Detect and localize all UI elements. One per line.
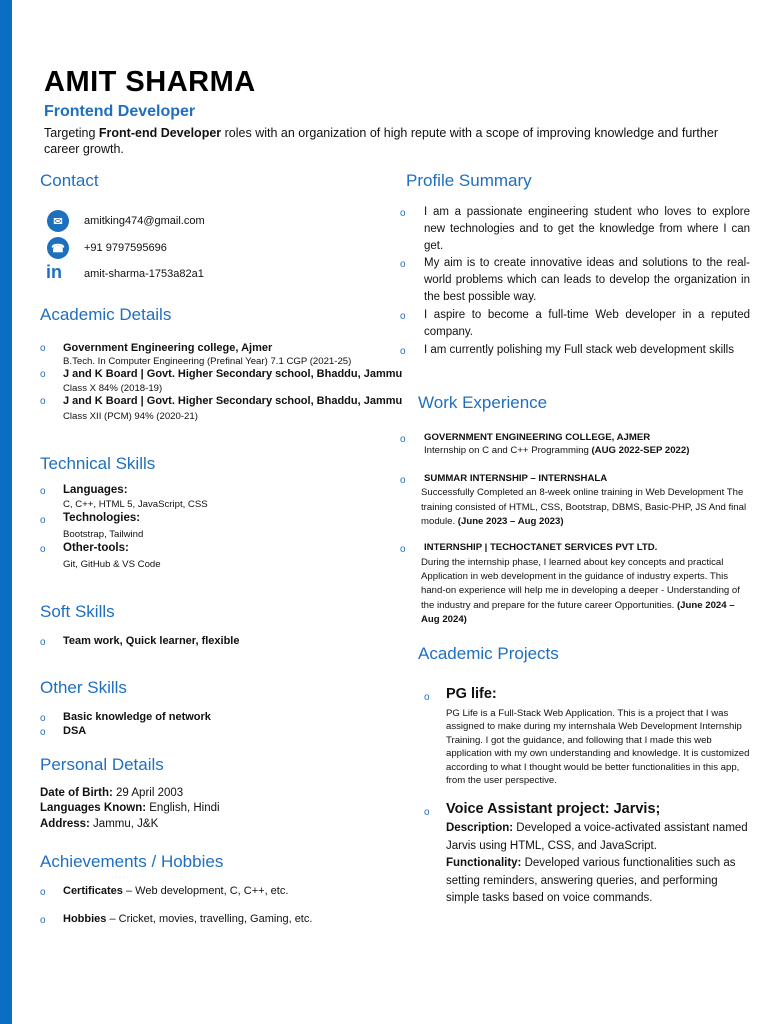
project-title: Voice Assistant project: Jarvis; (446, 801, 661, 817)
skill-list: Git, GitHub & VS Code (63, 559, 161, 570)
bullet-icon: o (400, 346, 406, 357)
objective-target-role: Front-end Developer (98, 126, 222, 140)
other-skill-item: DSA (63, 725, 87, 737)
academic-heading: Academic Details (40, 305, 172, 324)
skill-category: Other-tools: (63, 542, 129, 554)
bullet-icon: o (40, 486, 46, 497)
bullet-icon: o (40, 887, 46, 898)
dob-value: 29 April 2003 (112, 787, 184, 799)
achievement-title: Certificates (63, 885, 123, 897)
bullet-icon: o (40, 369, 46, 380)
bullet-icon: o (400, 208, 406, 219)
left-accent-stripe (0, 0, 12, 1024)
personal-details-heading: Personal Details (40, 755, 164, 774)
project-title: PG life: (446, 686, 497, 702)
achievement-detail: – Web development, C, C++, etc. (122, 885, 289, 897)
bullet-icon: o (40, 727, 46, 738)
bullet-icon: o (400, 311, 406, 322)
soft-skills-heading: Soft Skills (40, 602, 115, 621)
phone-icon: ☎ (47, 237, 69, 259)
bullet-icon: o (40, 915, 46, 926)
contact-phone[interactable]: +91 9797595696 (84, 242, 167, 254)
academic-projects-heading: Academic Projects (418, 644, 559, 663)
achievement-detail: – Cricket, movies, travelling, Gaming, etc. (106, 913, 313, 925)
languages-value: English, Hindi (146, 802, 220, 814)
project-functionality-label: Functionality: (446, 857, 522, 869)
soft-skill-item: Team work, Quick learner, flexible (63, 635, 240, 647)
objective-text: Targeting (44, 126, 99, 140)
achievements-heading: Achievements / Hobbies (40, 852, 224, 871)
languages-label: Languages Known: (40, 802, 147, 814)
achievement-item (63, 912, 312, 926)
academic-item-title: J and K Board | Govt. Higher Secondary school, Bhaddu, Jammu (63, 395, 403, 407)
work-experience-heading: Work Experience (418, 393, 548, 412)
summary-item: I aspire to become a full-time Web developer in a reputed company. (424, 309, 750, 338)
work-description: Successfully Completed an 8-week online training in Web Development The training consisted of HTML, CSS, Bootstrap, DBMS, Basic-PHP, JS And final module. (421, 487, 747, 527)
candidate-name: AMIT SHARMA (44, 66, 256, 98)
work-dates: (June 2023 – Aug 2023) (457, 516, 564, 527)
project-functionality-text: Developed various functionalities such as setting reminders, answering queries, and performing simple tasks based on voice commands. (446, 857, 736, 904)
work-item-title: INTERNSHIP | TECHOCTANET SERVICES PVT LTD. (424, 542, 658, 553)
skill-category: Technologies: (63, 512, 141, 524)
bullet-icon: o (400, 544, 406, 555)
project-description-text: Developed a voice-activated assistant named Jarvis using HTML, CSS, and JavaScript. (446, 822, 748, 852)
dob-label: Date of Birth: (40, 787, 113, 799)
work-item-title: GOVERNMENT ENGINEERING COLLEGE, AJMER (424, 432, 651, 443)
contact-email[interactable]: amitking474@gmail.com (84, 215, 205, 227)
summary-item: I am currently polishing my Full stack web development skills (424, 344, 734, 356)
technical-skills-heading: Technical Skills (40, 454, 156, 473)
project-description-label: Description: (446, 822, 514, 834)
work-item-detail (421, 486, 753, 530)
bullet-icon: o (400, 259, 406, 270)
contact-heading: Contact (40, 171, 99, 190)
project-description: PG Life is a Full-Stack Web Application. This is a project that I was assigned to make during my internshala Web Development Internship Training. I got the guidance, and following that I made this web application with my own understanding and knowledge. It is customized according to what I thought would be better functionalities in this app, from the user perspective. (446, 708, 750, 787)
skill-list: Bootstrap, Tailwind (63, 529, 144, 540)
linkedin-icon: in (46, 262, 62, 282)
address-value: Jammu, J&K (89, 818, 159, 830)
job-title: Frontend Developer (44, 103, 196, 120)
languages-line (40, 801, 220, 816)
bullet-icon: o (400, 434, 406, 445)
bullet-icon: o (40, 343, 46, 354)
bullet-icon: o (40, 713, 46, 724)
work-item-detail (424, 444, 754, 457)
bullet-icon: o (40, 515, 46, 526)
contact-linkedin[interactable]: amit-sharma-1753a82a1 (84, 268, 204, 280)
achievement-item (63, 884, 288, 898)
objective-text: roles with an organization of high repute with a scope of improving knowledge and further career growth. (44, 126, 718, 156)
achievement-title: Hobbies (63, 913, 107, 925)
academic-item-title: J and K Board | Govt. Higher Secondary school, Bhaddu, Jammu (63, 368, 403, 380)
work-item-detail (421, 556, 753, 627)
project-description (446, 820, 752, 908)
profile-summary-heading: Profile Summary (406, 171, 532, 190)
work-description: Internship on C and C++ Programming (424, 445, 592, 456)
career-objective (44, 125, 744, 157)
dob-line (40, 786, 183, 801)
work-dates: (AUG 2022-SEP 2022) (591, 445, 690, 456)
bullet-icon: o (40, 637, 46, 648)
email-icon: ✉ (47, 210, 69, 232)
summary-item: My aim is to create innovative ideas and solutions to the real-world problems which can leads to develop the organization in the best possible way. (424, 257, 750, 303)
bullet-icon: o (400, 475, 406, 486)
other-skills-heading: Other Skills (40, 678, 127, 697)
skill-list: C, C++, HTML 5, JavaScript, CSS (63, 499, 208, 510)
academic-item-detail: B.Tech. In Computer Engineering (Prefinal Year) 7.1 CGP (2021-25) (63, 356, 352, 367)
address-label: Address: (40, 818, 90, 830)
bullet-icon: o (424, 692, 430, 703)
summary-item: I am a passionate engineering student who loves to explore new technologies and to get the knowledge from where I can get. (424, 206, 750, 252)
bullet-icon: o (40, 396, 46, 407)
academic-item-detail: Class X 84% (2018-19) (63, 383, 163, 394)
address-line (40, 817, 158, 832)
work-dates: (June 2024 – Aug 2024) (421, 599, 735, 625)
skill-category: Languages: (63, 484, 128, 496)
work-item-title: SUMMAR INTERNSHIP – INTERNSHALA (424, 473, 608, 484)
academic-item-detail: Class XII (PCM) 94% (2020-21) (63, 411, 198, 422)
other-skill-item: Basic knowledge of network (63, 711, 211, 723)
work-description: During the internship phase, I learned about key concepts and practical Application in web development in the guidance of industry experts. This hand-on experience will help me in developing a deeper - Understanding of the industry and prepare for the future career Opportunities. (421, 557, 740, 611)
academic-item-title: Government Engineering college, Ajmer (63, 342, 273, 354)
bullet-icon: o (40, 544, 46, 555)
bullet-icon: o (424, 807, 430, 818)
